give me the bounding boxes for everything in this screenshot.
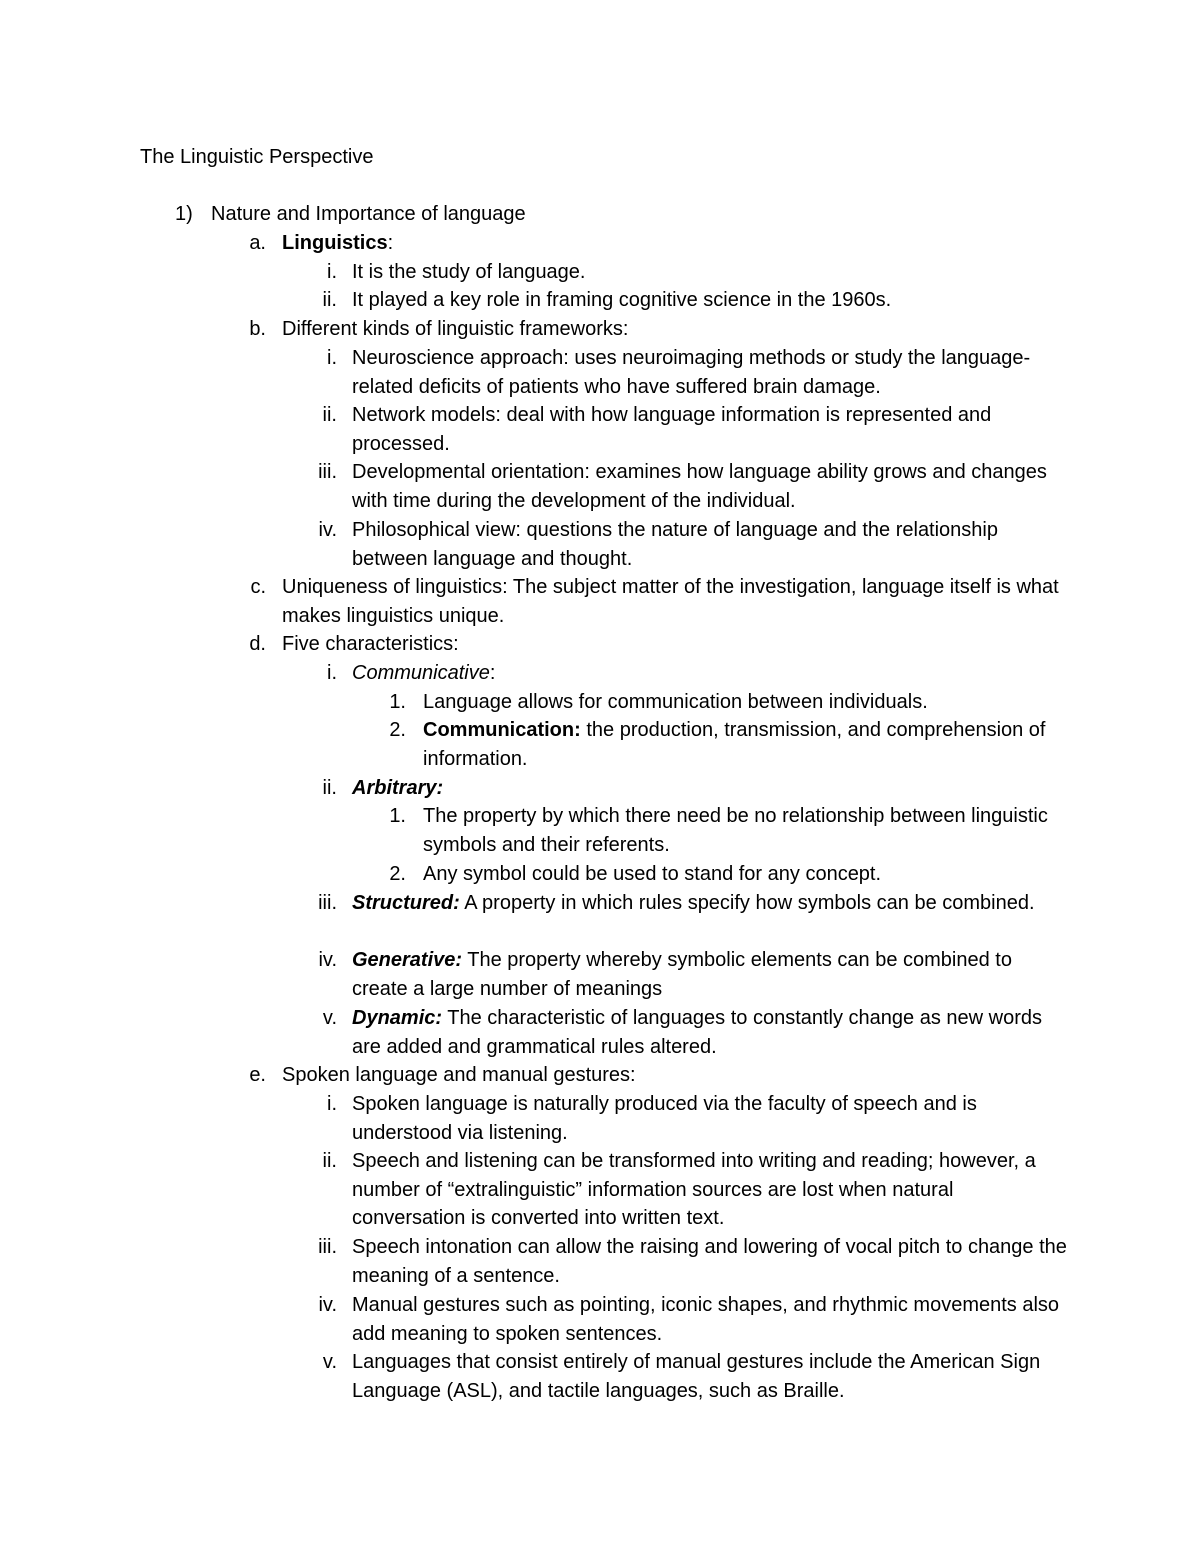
list-marker: 2. [389,863,406,885]
list-item-text: the production, transmission, and comprehension of information. [423,719,1046,770]
list-marker: 1. [389,691,406,713]
list-marker: a. [249,232,266,254]
list-marker: i. [327,662,337,684]
list-marker: iv. [318,519,337,541]
list-marker: v. [322,1007,337,1029]
list-marker: e. [249,1064,266,1086]
term-communicative: Communicative [352,662,490,684]
list-marker: i. [327,347,337,369]
section-heading: Nature and Importance of language [211,203,526,225]
list-item-text: Different kinds of linguistic frameworks: [282,318,629,340]
list-item-text: It played a key role in framing cognitive science in the 1960s. [352,289,892,311]
list-item-text: Network models: deal with how language information is represented and processed. [352,404,992,455]
list-item-text: Five characteristics: [282,633,459,655]
term-dynamic: Dynamic: [352,1007,443,1029]
list-item-text: Spoken language is naturally produced via the faculty of speech and is understood via listening. [352,1093,977,1144]
list-marker: b. [249,318,266,340]
list-marker: ii. [322,404,337,426]
list-item-text: Uniqueness of linguistics: The subject matter of the investigation, language itself is what makes linguistics unique. [282,576,1059,627]
list-item-text: Languages that consist entirely of manual gestures include the American Sign Language (ASL), and tactile languages, such as Braille. [352,1351,1041,1402]
list-marker: iii. [318,1236,337,1258]
list-item-text: Philosophical view: questions the nature of language and the relationship between language and thought. [352,519,998,570]
list-marker: ii. [322,1150,337,1172]
term-communication: Communication: [423,719,581,741]
list-marker: 1) [175,203,193,225]
list-marker: 2. [389,719,406,741]
list-item-text: Developmental orientation: examines how language ability grows and changes with time during the development of the individual. [352,461,1047,512]
term-generative: Generative: [352,949,463,971]
list-marker: d. [249,633,266,655]
list-item-text: Spoken language and manual gestures: [282,1064,636,1086]
term-arbitrary: Arbitrary: [352,777,444,799]
list-marker: iv. [318,949,337,971]
term-structured: Structured: [352,892,460,914]
page-title: The Linguistic Perspective [140,146,374,168]
list-item-text: The property by which there need be no relationship between linguistic symbols and their referents. [423,805,1048,856]
term-suffix: : [387,232,394,254]
term-suffix: : [489,662,496,684]
list-item-text: It is the study of language. [352,261,586,283]
list-item-text: Any symbol could be used to stand for any concept. [423,863,882,885]
list-marker: v. [322,1351,337,1373]
list-item-text: Speech intonation can allow the raising and lowering of vocal pitch to change the meaning of a sentence. [352,1236,1067,1287]
list-marker: i. [327,261,337,283]
list-item-text: Language allows for communication between individuals. [423,691,928,713]
term-linguistics: Linguistics [282,232,388,254]
list-marker: ii. [322,777,337,799]
list-marker: c. [250,576,266,598]
list-item-text: The characteristic of languages to constantly change as new words are added and grammatical rules altered. [352,1007,1043,1058]
list-item-text: Manual gestures such as pointing, iconic shapes, and rhythmic movements also add meaning to spoken sentences. [352,1294,1060,1345]
list-marker: ii. [322,289,337,311]
list-marker: iii. [318,461,337,483]
list-item-text: Speech and listening can be transformed into writing and reading; however, a number of “extralinguistic” information sources are lost when natural conversation is converted into written text. [352,1150,1036,1230]
list-item-text: A property in which rules specify how symbols can be combined. [459,892,1035,914]
list-marker: iv. [318,1294,337,1316]
list-marker: i. [327,1093,337,1115]
list-marker: 1. [389,805,406,827]
list-item-text: Neuroscience approach: uses neuroimaging methods or study the language-related deficits of patients who have suffered brain damage. [352,347,1031,398]
list-marker: iii. [318,892,337,914]
list-item-text: The property whereby symbolic elements can be combined to create a large number of meanings [352,949,1012,1000]
